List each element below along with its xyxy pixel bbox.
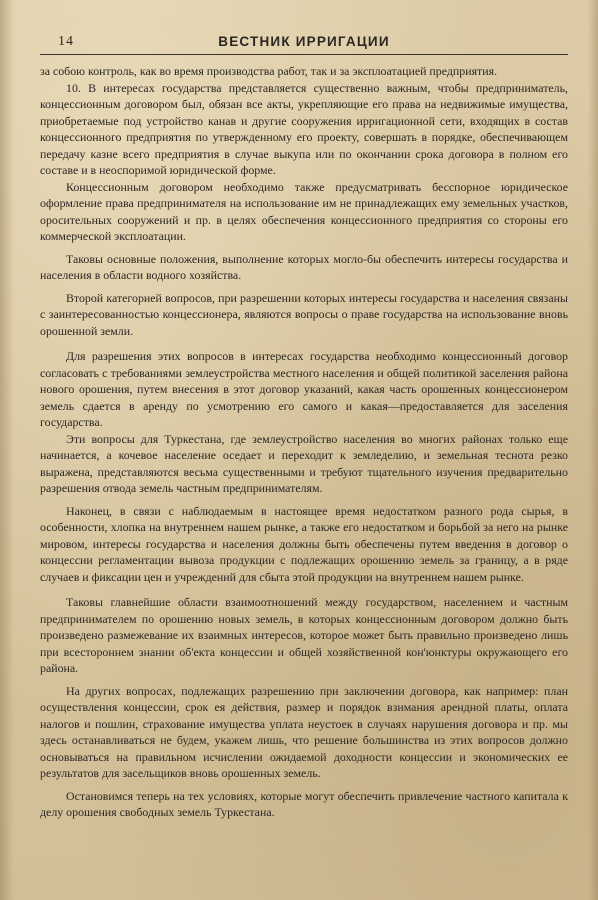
paragraph-main-provisions: Таковы основные положения, выполнение которых могло-бы обеспечить интересы государства и населения в области водного хозяйства.: [40, 251, 568, 282]
paragraph-land-use: Для разрешения этих вопросов в интересах государства необходимо концессионный договор согласовать с требованиями землеустройства местного населения и общей политикой заселения района нового орошения, путем внесения в этот договор указаний, какая часть орошенных концессионером земель сдается в аренду по усмотрению его самого и какая—предоставляется для заселения государства.: [40, 349, 568, 429]
paragraph-second-category: Второй категорией вопросов, при разрешении которых интересы государства и населения связаны с заинтересованностью концессионера, являются вопросы о праве государства на использование вновь орошенной земли.: [40, 290, 568, 338]
paragraph-main-areas: Таковы главнейшие области взаимоотношений между государством, населением и частным предпринимателем по орошению новых земель, в которых концессионным договором должно быть произведено размежевание их взаимных интересов, которое может быть правильно произведено лишь при всестороннем знании об'екта концессии и общей хозяйственной кон'юнктуры окружающего его района.: [40, 595, 568, 675]
journal-title: ВЕСТНИК ИРРИГАЦИИ: [218, 34, 390, 49]
paragraph-legal-formalization: Концессионным договором необходимо также предусматривать бесспорное юридическое оформление права предпринимателя на использование им не принадлежащих ему земельных участков, оросительных сооружений и пр. в целях обеспечения концессионного предприятия со стороны его коммерческой эксплоатации.: [40, 179, 568, 243]
paragraph-continuation: за собою контроль, как во время производства работ, так и за эксплоатацией предприятия.: [40, 64, 498, 78]
paragraph-other-questions: На других вопросах, подлежащих разрешению при заключении договора, как например: план осуществления концессии, срок ея действия, размер и порядок взимания арендной платы, оплата налогов и пошлин, страхование имущества уплата неустоек в случаях нарушения договора и пр. мы здесь останавливаться не будем, укажем лишь, что решение большинства из этих вопросов должно основываться на правильном исчислении ожидаемой доходности концессии и экономических ее результатов для засельщиков вновь орошенных земель.: [40, 683, 568, 780]
running-head: [40, 32, 568, 55]
paragraph-point-10: 10. В интересах государства представляется существенно важным, чтобы предприниматель, концессионным договором был, обязан все акты, укрепляющие его права на недвижимые имущества, приобретаемые под устройство канав и другие сооружения ирригационной сети, входящих в состав концессионного предприятия по утвержденному его проекту, совершать в порядке, обеспечивающем передачу казне всего предприятия в случае выкупа или по окончании срока договора в полном его составе и в неоспоримой юридической форме.: [40, 80, 568, 177]
paragraph-conclusion: Остановимся теперь на тех условиях, которые могут обеспечить привлечение частного капитала к делу орошения свободных земель Туркестана.: [40, 788, 568, 819]
article-body: [40, 63, 568, 821]
page-number: 14: [58, 34, 74, 49]
paragraph-turkestan: Эти вопросы для Туркестана, где землеустройство населения во многих районах только еще начинается, а кочевое население оседает и переходит к земледелию, и земельная теснота резко выражена, представляются весьма существенными и требуют тщательного изучения предварительно разрешения отвода земель частным предпринимателям.: [40, 431, 568, 495]
paragraph-raw-materials: Наконец, в связи с наблюдаемым в настоящее время недостатком разного рода сырья, в особенности, хлопка на внутреннем нашем рынке, а также его недостатком и борьбой за него на рынке мировом, интересы государства и населения должны быть обеспечены путем введения в договор о концессии регламентации вывоза продукции с подлежащих орошению земель за границу, а в ряде случаев и фиксации цен и учреждений для сбыта этой продукции на внутреннем нашем рынке.: [40, 503, 568, 584]
